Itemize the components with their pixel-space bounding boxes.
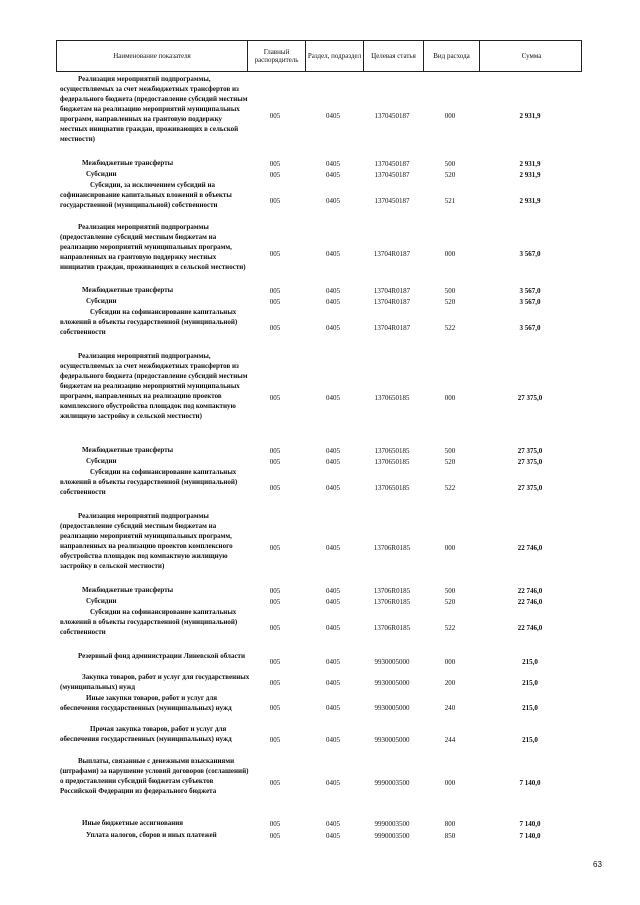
table-row <box>56 651 582 672</box>
row-sum: 2 931,9 <box>519 112 541 120</box>
row-target: 9990003500 <box>374 779 410 787</box>
row-name: Выплаты, связанные с денежными взысканиями (штрафами) за нарушение условий договоров (соглашений) о предоставлении субсидий бюджетам субъектов Российской Федерации из федерального бюджета <box>60 757 249 795</box>
row-admin: 005 <box>269 624 281 632</box>
row-sum: 22 746,0 <box>517 587 543 595</box>
row-admin: 005 <box>269 544 281 552</box>
row-sum: 3 567,0 <box>519 298 541 306</box>
table-row <box>56 818 582 829</box>
row-exp: 500 <box>444 587 456 595</box>
row-section: 0405 <box>326 832 340 840</box>
row-exp: 520 <box>444 598 456 606</box>
row-admin: 005 <box>269 160 281 168</box>
row-section: 0405 <box>326 779 340 787</box>
row-name: Уплата налогов, сборов и иных платежей <box>86 831 217 839</box>
row-sum: 2 931,9 <box>519 197 541 205</box>
row-exp: 000 <box>444 250 456 258</box>
row-section: 0405 <box>326 598 340 606</box>
row-name: Межбюджетные трансферты <box>82 286 174 294</box>
row-sum: 22 746,0 <box>517 544 543 552</box>
row-exp: 850 <box>444 832 456 840</box>
table-row <box>56 158 582 169</box>
row-name: Субсидии на софинансирование капитальных вложений в объекты государственной (муниципальной) собственности <box>60 608 238 636</box>
row-name: Межбюджетные трансферты <box>82 159 174 167</box>
row-target: 13706R0185 <box>373 598 411 606</box>
row-name: Субсидии на софинансирование капитальных вложений в объекты государственной (муниципальной) собственности <box>60 308 238 336</box>
header-target: Целевая статья <box>363 41 423 71</box>
row-exp: 522 <box>444 624 456 632</box>
row-exp: 522 <box>444 324 456 332</box>
row-admin: 005 <box>269 587 281 595</box>
row-admin: 005 <box>269 658 281 666</box>
header-admin: Главный распорядитель <box>247 41 305 71</box>
row-sum: 27 375,0 <box>517 394 543 402</box>
table-row <box>56 511 582 585</box>
row-admin: 005 <box>269 171 281 179</box>
row-admin: 005 <box>269 484 281 492</box>
row-section: 0405 <box>326 736 340 744</box>
row-target: 1370650185 <box>374 484 410 492</box>
table-row <box>56 724 582 755</box>
row-name: Иные закупки товаров, работ и услуг для обеспечения государственных (муниципальных) нужд <box>60 694 232 712</box>
table-row <box>56 756 582 810</box>
row-sum: 215,0 <box>522 658 538 666</box>
row-section: 0405 <box>326 250 340 258</box>
row-exp: 521 <box>444 197 456 205</box>
row-exp: 240 <box>444 704 456 712</box>
row-exp: 000 <box>444 544 456 552</box>
row-exp: 500 <box>444 160 456 168</box>
row-name: Субсидии <box>86 170 117 178</box>
row-target: 13706R0185 <box>373 624 411 632</box>
row-target: 13704R0187 <box>373 324 411 332</box>
table-row <box>56 222 582 285</box>
row-target: 9930005000 <box>374 658 410 666</box>
table-row <box>56 169 582 180</box>
row-exp: 000 <box>444 658 456 666</box>
row-target: 13706R0185 <box>373 587 411 595</box>
row-sum: 3 567,0 <box>519 324 541 332</box>
row-section: 0405 <box>326 447 340 455</box>
row-sum: 3 567,0 <box>519 250 541 258</box>
row-target: 13704R0187 <box>373 298 411 306</box>
row-section: 0405 <box>326 820 340 828</box>
row-section: 0405 <box>326 484 340 492</box>
row-target: 13704R0187 <box>373 287 411 295</box>
row-exp: 800 <box>444 820 456 828</box>
row-section: 0405 <box>326 298 340 306</box>
table-row <box>56 296 582 307</box>
table-row <box>56 585 582 596</box>
row-name: Прочая закупка товаров, работ и услуг для обеспечения государственных (муниципальных) нужд <box>60 725 232 743</box>
row-target: 13704R0187 <box>373 250 411 258</box>
row-sum: 22 746,0 <box>517 624 543 632</box>
row-exp: 000 <box>444 112 456 120</box>
row-sum: 22 746,0 <box>517 598 543 606</box>
row-exp: 500 <box>444 447 456 455</box>
row-admin: 005 <box>269 736 281 744</box>
row-sum: 7 140,0 <box>519 779 541 787</box>
row-exp: 000 <box>444 779 456 787</box>
row-exp: 520 <box>444 171 456 179</box>
row-target: 1370450187 <box>374 197 410 205</box>
row-admin: 005 <box>269 779 281 787</box>
row-name: Субсидии <box>86 457 117 465</box>
row-sum: 27 375,0 <box>517 458 543 466</box>
row-sum: 3 567,0 <box>519 287 541 295</box>
row-name: Субсидии <box>86 297 117 305</box>
row-exp: 500 <box>444 287 456 295</box>
row-section: 0405 <box>326 160 340 168</box>
row-name: Закупка товаров, работ и услуг для государственных (муниципальных) нужд <box>60 673 250 691</box>
row-target: 9990003500 <box>374 820 410 828</box>
row-sum: 27 375,0 <box>517 484 543 492</box>
table-row <box>56 467 582 509</box>
row-name: Резервный фонд администрации Линевской области <box>78 652 246 660</box>
table-row <box>56 307 582 349</box>
row-target: 1370450187 <box>374 112 410 120</box>
row-exp: 520 <box>444 458 456 466</box>
table-row <box>56 607 582 649</box>
row-admin: 005 <box>269 679 281 687</box>
row-section: 0405 <box>326 679 340 687</box>
row-section: 0405 <box>326 394 340 402</box>
row-admin: 005 <box>269 287 281 295</box>
row-sum: 27 375,0 <box>517 447 543 455</box>
row-admin: 005 <box>269 394 281 402</box>
row-target: 1370450187 <box>374 160 410 168</box>
row-admin: 005 <box>269 704 281 712</box>
row-target: 9930005000 <box>374 679 410 687</box>
row-sum: 215,0 <box>522 736 538 744</box>
row-admin: 005 <box>269 197 281 205</box>
header-section: Раздел, подраздел <box>305 41 363 71</box>
row-exp: 520 <box>444 298 456 306</box>
row-section: 0405 <box>326 197 340 205</box>
row-sum: 2 931,9 <box>519 171 541 179</box>
row-name: Реализация мероприятий подпрограммы (предоставление субсидий местным бюджетам на реализацию мероприятий муниципальных программ, направленных на грантовую поддержку местных инициатив граждан, проживающих в сельской местности) <box>60 223 246 271</box>
row-section: 0405 <box>326 587 340 595</box>
header-name: Наименование показателя <box>113 52 191 60</box>
row-sum: 7 140,0 <box>519 820 541 828</box>
row-section: 0405 <box>326 624 340 632</box>
row-name: Иные бюджетные ассигнования <box>82 819 184 827</box>
row-admin: 005 <box>269 298 281 306</box>
row-sum: 7 140,0 <box>519 832 541 840</box>
row-section: 0405 <box>326 704 340 712</box>
table-row <box>56 830 582 841</box>
row-section: 0405 <box>326 324 340 332</box>
row-section: 0405 <box>326 112 340 120</box>
table-row <box>56 596 582 607</box>
row-target: 1370450187 <box>374 171 410 179</box>
page-number: 63 <box>593 860 602 869</box>
row-name: Субсидии, за исключением субсидий на софинансирование капитальных вложений в объекты государственной (муниципальной) собственности <box>60 181 232 209</box>
table-row <box>56 285 582 296</box>
row-admin: 005 <box>269 832 281 840</box>
row-target: 9930005000 <box>374 704 410 712</box>
row-admin: 005 <box>269 458 281 466</box>
row-admin: 005 <box>269 598 281 606</box>
table-row <box>56 74 582 158</box>
row-exp: 522 <box>444 484 456 492</box>
row-name: Субсидии <box>86 597 117 605</box>
row-admin: 005 <box>269 324 281 332</box>
row-exp: 244 <box>444 736 456 744</box>
row-section: 0405 <box>326 458 340 466</box>
table-row <box>56 445 582 456</box>
row-admin: 005 <box>269 112 281 120</box>
row-target: 1370650185 <box>374 447 410 455</box>
table-row <box>56 351 582 445</box>
row-section: 0405 <box>326 287 340 295</box>
row-target: 9930005000 <box>374 736 410 744</box>
row-name: Реализация мероприятий подпрограммы (предоставление субсидий местным бюджетам на реализацию мероприятий муниципальных программ, направленных на реализацию проектов комплексного обустройства площадок под компактную жилищную застройку в сельской местности) <box>60 512 233 570</box>
row-name: Межбюджетные трансферты <box>82 446 174 454</box>
row-name: Реализация мероприятий подпрограммы, осуществляемых за счет межбюджетных трансфертов из федерального бюджета (предоставление субсидий местным бюджетам на реализацию мероприятий муниципальных программ, направленных на реализацию проектов комплексного обустройства площадок под компактную жилищную застройку в сельской местности) <box>60 352 248 420</box>
row-admin: 005 <box>269 447 281 455</box>
table-row <box>56 693 582 723</box>
header-exptype: Вид расхода <box>423 41 479 71</box>
row-exp: 000 <box>444 394 456 402</box>
row-section: 0405 <box>326 544 340 552</box>
table-row <box>56 180 582 222</box>
row-target: 1370650185 <box>374 394 410 402</box>
row-section: 0405 <box>326 658 340 666</box>
row-target: 1370650185 <box>374 458 410 466</box>
row-name: Субсидии на софинансирование капитальных вложений в объекты государственной (муниципальной) собственности <box>60 468 238 496</box>
header-sum: Сумма <box>479 41 583 71</box>
row-target: 9990003500 <box>374 832 410 840</box>
row-sum: 2 931,9 <box>519 160 541 168</box>
row-sum: 215,0 <box>522 704 538 712</box>
table-header <box>56 40 582 72</box>
row-sum: 215,0 <box>522 679 538 687</box>
table-row <box>56 456 582 467</box>
row-admin: 005 <box>269 820 281 828</box>
row-admin: 005 <box>269 250 281 258</box>
row-section: 0405 <box>326 171 340 179</box>
table-row <box>56 672 582 693</box>
row-name: Межбюджетные трансферты <box>82 586 174 594</box>
row-exp: 200 <box>444 679 456 687</box>
row-name: Реализация мероприятий подпрограммы, осуществляемых за счет межбюджетных трансфертов из федерального бюджета (предоставление субсидий местным бюджетам на реализацию мероприятий муниципальных программ, направленных на грантовую поддержку местных инициатив граждан, проживающих в сельской местности) <box>60 75 248 143</box>
row-target: 13706R0185 <box>373 544 411 552</box>
